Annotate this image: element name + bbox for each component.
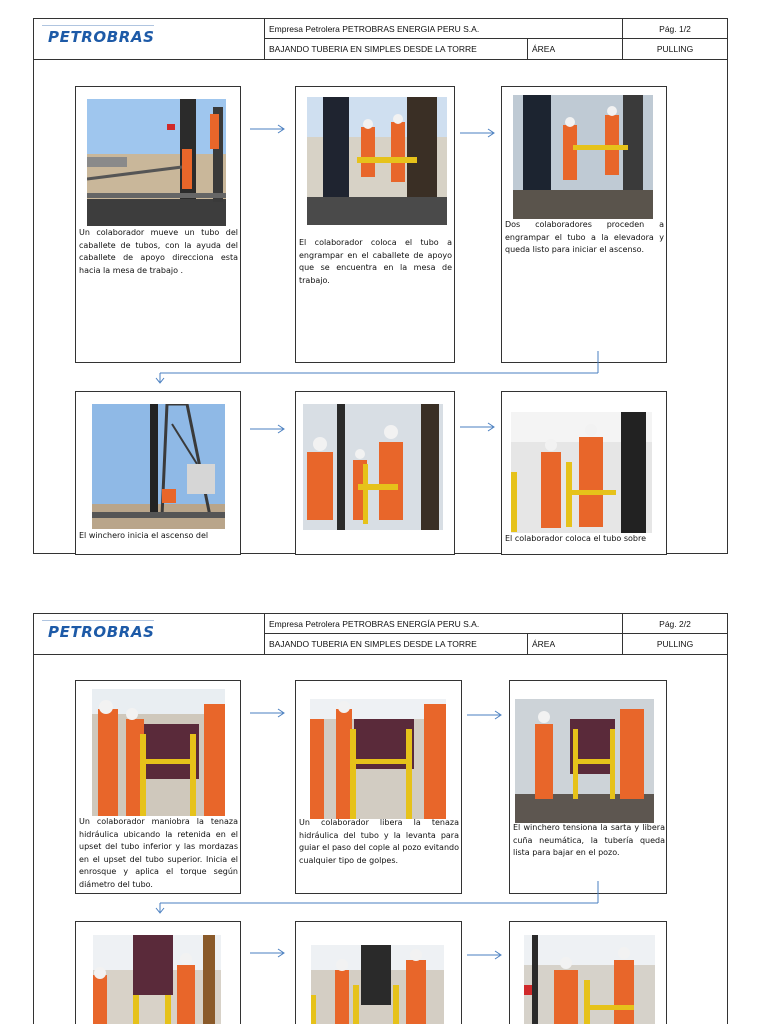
step-photo-4 bbox=[92, 404, 225, 529]
flow-connector bbox=[154, 879, 604, 915]
step-card-1 bbox=[75, 86, 241, 363]
arrow-right-icon bbox=[250, 948, 286, 958]
step-photo-6 bbox=[511, 412, 652, 533]
step-caption-3: El winchero tensiona la sarta y libera cuña neumática, la tubería queda lista para bajar en el pozo. bbox=[513, 823, 665, 857]
step-caption-2: Un colaborador libera la tenaza hidráulica del tubo y la levanta para guiar el paso del cople al pozo evitando cualquier tipo de golpes. bbox=[299, 818, 459, 865]
step-card-2 bbox=[295, 86, 455, 363]
step-photo-3 bbox=[513, 95, 653, 219]
logo-rule bbox=[42, 25, 154, 26]
page-header bbox=[34, 614, 727, 655]
step-photo-5 bbox=[311, 945, 444, 1024]
header-row-task bbox=[265, 634, 727, 654]
arrow-right-icon bbox=[250, 124, 286, 134]
step-card-3 bbox=[509, 680, 667, 894]
step-caption-1: Un colaborador mueve un tubo del caballete de tubos, con la ayuda del caballete de apoyo direcciona esta hacia la mesa de trabajo . bbox=[79, 228, 238, 275]
area-value: PULLING bbox=[656, 639, 694, 649]
step-card-6 bbox=[501, 391, 667, 555]
step-photo-2 bbox=[310, 699, 446, 819]
page-number: Pág. 2/2 bbox=[659, 619, 691, 629]
arrow-right-icon bbox=[467, 710, 503, 720]
area-value: PULLING bbox=[656, 44, 694, 54]
step-card-2 bbox=[295, 680, 462, 894]
area-label: ÁREA bbox=[528, 634, 623, 654]
step-card-5 bbox=[295, 921, 462, 1024]
header-row-company bbox=[265, 614, 727, 634]
step-card-4 bbox=[75, 391, 241, 555]
step-caption-1: Un colaborador maniobra la tenaza hidráulica ubicando la retenida en el upset del tubo inferior y las mordazas en el upset del tubo superior. Inicia el enrosque y aplica el torque según diámetro del tubo. bbox=[79, 817, 238, 889]
petrobras-logo: PETROBRAS bbox=[48, 28, 155, 46]
step-card-1 bbox=[75, 680, 241, 894]
logo-cell bbox=[34, 614, 265, 654]
step-photo-6 bbox=[524, 935, 655, 1024]
step-caption-3: Dos colaboradores proceden a engrampar el tubo a la elevadora y queda listo para iniciar el ascenso. bbox=[505, 220, 664, 254]
flow-connector bbox=[154, 349, 604, 385]
step-photo-1 bbox=[92, 689, 225, 816]
step-card-5 bbox=[295, 391, 455, 555]
step-photo-1 bbox=[87, 99, 226, 226]
step-card-6 bbox=[509, 921, 667, 1024]
step-photo-4 bbox=[93, 935, 221, 1024]
task-title: BAJANDO TUBERIA EN SIMPLES DESDE LA TORRE bbox=[265, 39, 528, 59]
step-photo-3 bbox=[515, 699, 654, 823]
step-photo-5 bbox=[303, 404, 443, 530]
step-caption-4: El winchero inicia el ascenso del bbox=[79, 531, 209, 540]
company-name: Empresa Petrolera PETROBRAS ENERGIA PERU S.A. bbox=[265, 19, 623, 39]
step-photo-2 bbox=[307, 97, 447, 225]
step-card-3 bbox=[501, 86, 667, 363]
step-card-4 bbox=[75, 921, 241, 1024]
page-header bbox=[34, 19, 727, 60]
task-title: BAJANDO TUBERIA EN SIMPLES DESDE LA TORRE bbox=[265, 634, 528, 654]
arrow-right-icon bbox=[467, 950, 503, 960]
petrobras-logo: PETROBRAS bbox=[48, 623, 155, 641]
step-caption-2: El colaborador coloca el tubo a engrampar en el caballete de apoyo que se encuentra en la mesa de trabajo. bbox=[299, 238, 452, 285]
arrow-right-icon bbox=[460, 422, 496, 432]
arrow-right-icon bbox=[250, 708, 286, 718]
logo-rule bbox=[42, 620, 154, 621]
arrow-right-icon bbox=[460, 128, 496, 138]
document-page-1 bbox=[33, 18, 728, 554]
area-label: ÁREA bbox=[528, 39, 623, 59]
step-caption-6: El colaborador coloca el tubo sobre bbox=[505, 534, 647, 543]
arrow-right-icon bbox=[250, 424, 286, 434]
page-number: Pág. 1/2 bbox=[659, 24, 691, 34]
company-name: Empresa Petrolera PETROBRAS ENERGÍA PERU S.A. bbox=[265, 614, 623, 634]
document-page-2 bbox=[33, 613, 728, 1024]
logo-cell bbox=[34, 19, 265, 59]
header-row-company bbox=[265, 19, 727, 39]
header-row-task bbox=[265, 39, 727, 59]
